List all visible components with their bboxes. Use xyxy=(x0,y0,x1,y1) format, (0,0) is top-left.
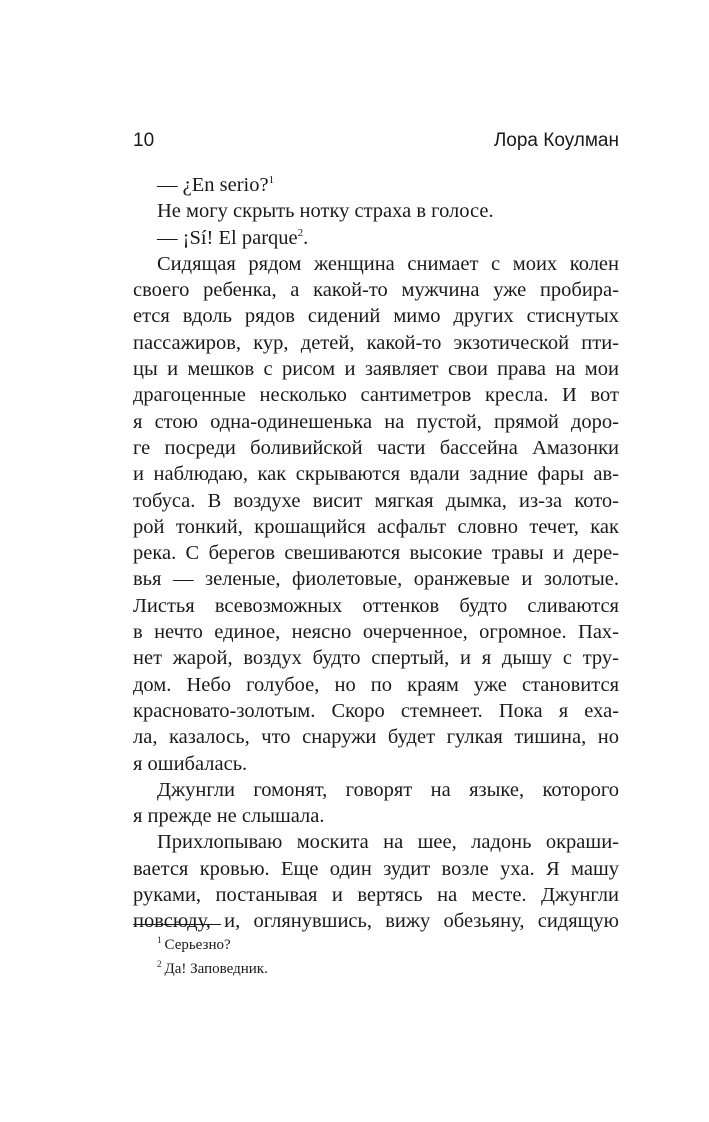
text-line: я прежде не слышала. xyxy=(133,805,325,828)
page-number: 10 xyxy=(133,130,155,151)
text-line: тобуса. В воздухе висит мягкая дымка, из-за кото- xyxy=(133,489,619,512)
footnote-divider xyxy=(133,924,221,925)
text-line: пассажиров, кур, детей, какой-то экзотической пти- xyxy=(133,331,619,354)
footnote-ref: 2 xyxy=(297,226,304,239)
text-line: — ¡Sí! El parque$^2$. xyxy=(157,226,309,249)
text-line: Сидящая рядом женщина снимает с моих колен xyxy=(157,252,619,275)
text-line: своего ребенка, а какой-то мужчина уже пробира- xyxy=(133,279,619,302)
text-line: Листья всевозможных оттенков будто сливаются xyxy=(133,594,619,617)
text-line: ге посреди боливийской части бассейна Амазонки xyxy=(133,436,619,459)
footnote-mark: 2 xyxy=(157,959,162,969)
running-title: Лора Коулман xyxy=(493,130,619,151)
text-line: дом. Небо голубое, но по краям уже становится xyxy=(133,673,619,696)
text-line: — ¿En serio?$^1$ xyxy=(157,174,275,196)
text-line: вается кровью. Еще один зудит возле уха. Я машу xyxy=(133,857,619,880)
footnote-mark: 1 xyxy=(157,935,162,945)
footnote-text: Да! Заповедник. xyxy=(164,961,268,977)
footnote xyxy=(157,957,268,981)
text-line: руками, постанывая и вертясь на месте. Джунгли xyxy=(133,884,619,907)
text-line: красновато-золотым. Скоро стемнеет. Пока я еха- xyxy=(133,699,619,722)
text-line: ла, казалось, что снаружи будет гулкая тишина, но xyxy=(133,726,619,749)
running-head xyxy=(133,130,619,156)
text-line: повсюду, и, оглянувшись, вижу обезьяну, сидящую xyxy=(133,910,619,933)
text-line: Прихлопываю москита на шее, ладонь окраши- xyxy=(157,831,619,854)
text-line: нет жарой, воздух будто спертый, и я дышу с тру- xyxy=(133,647,619,670)
footnote-ref: 1 xyxy=(268,174,275,186)
text-line: Джунгли гомонят, говорят на языке, которого xyxy=(157,778,619,801)
text-line: драгоценные несколько сантиметров кресла. И вот xyxy=(133,384,619,407)
text-line: река. С берегов свешиваются высокие травы и дере- xyxy=(133,542,619,565)
body-text xyxy=(133,172,619,935)
text-line: я стою одна-одинешенька на пустой, прямой доро- xyxy=(133,410,619,433)
text-line: и наблюдаю, как скрываются вдали задние фары ав- xyxy=(133,463,619,486)
footnote-text: Серьезно? xyxy=(164,937,231,953)
text-line: ется вдоль рядов сидений мимо других стиснутых xyxy=(133,305,619,328)
text-line: в нечто единое, неясно очерченное, огромное. Пах- xyxy=(133,621,619,644)
footnotes xyxy=(157,933,268,981)
text-line: вья — зеленые, фиолетовые, оранжевые и золотые. xyxy=(133,568,619,591)
text-line: рой тонкий, крошащийся асфальт словно течет, как xyxy=(133,515,619,538)
text-line: цы и мешков с рисом и заявляет свои права на мои xyxy=(133,358,619,381)
text-line: я ошибалась. xyxy=(133,752,248,775)
text-line: Не могу скрыть нотку страха в голосе. xyxy=(157,200,494,223)
footnote xyxy=(157,933,268,957)
